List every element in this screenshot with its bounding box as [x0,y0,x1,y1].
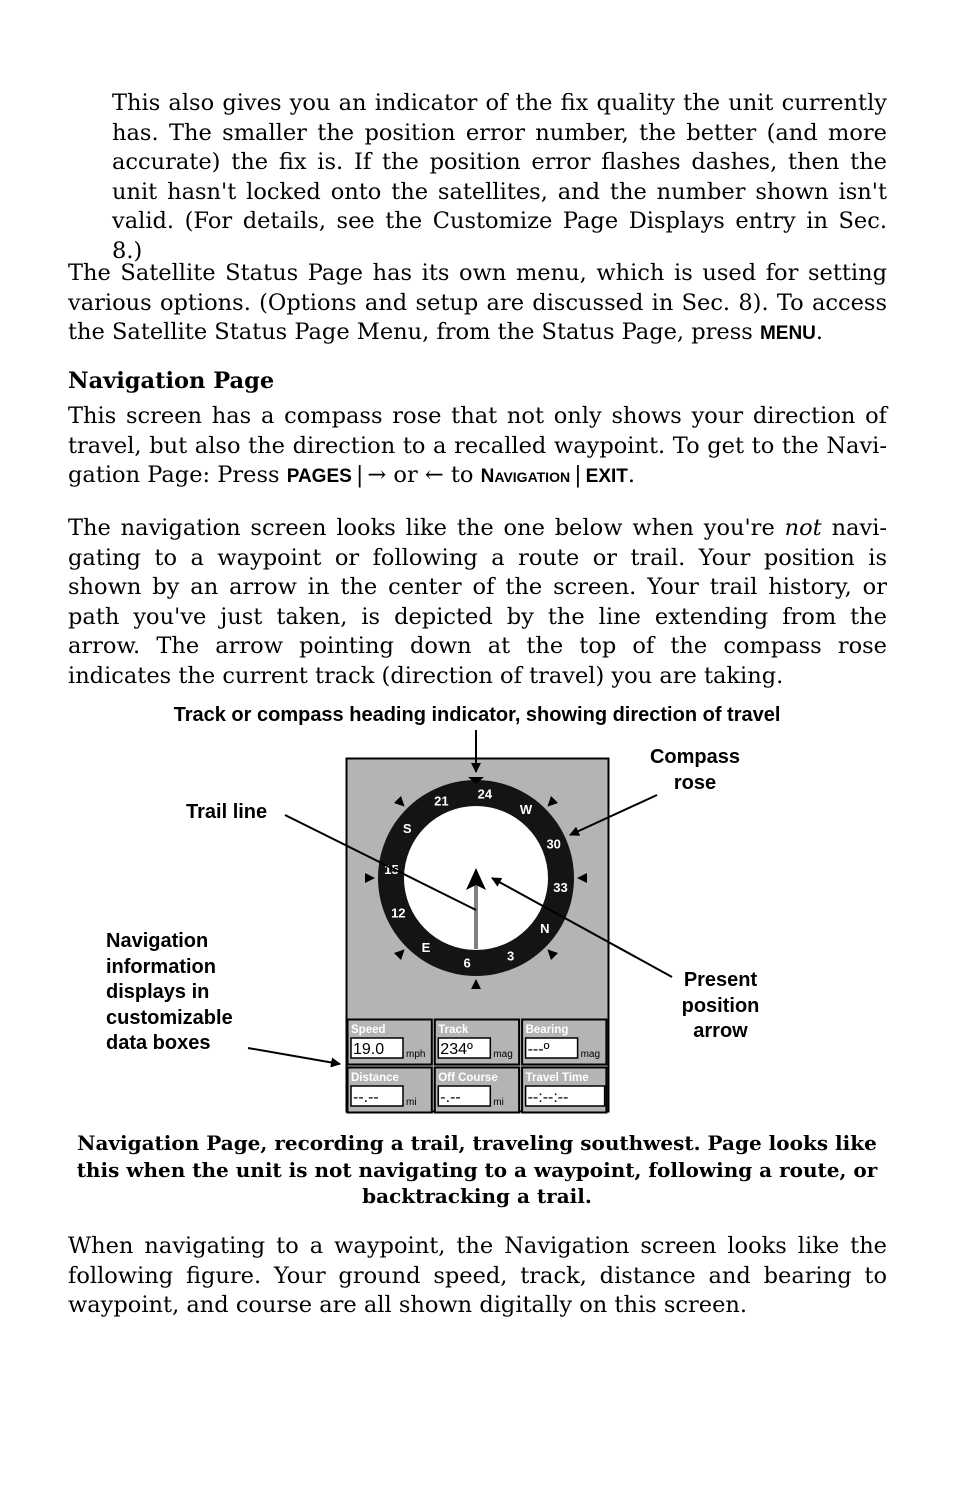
label-compass-rose: Compass rose [649,746,741,794]
data-box-value: 234º [440,1041,473,1058]
paragraph-text: This screen has a compass rose that not only shows your direction of travel, but also the direction to a recalled waypoint. To get to the Navigation Page: Press [68,403,887,489]
paragraph-end: . [627,462,636,489]
exit-key: EXIT [585,466,628,488]
data-box-unit: mi [493,1097,504,1108]
compass-label: 24 [477,786,493,802]
paragraph-navigation-screen [68,514,887,692]
label-present-position: Present position arrow [681,969,760,1042]
compass-label: 21 [434,793,449,809]
key-separator: | [355,462,364,489]
menu-key: MENU [759,323,816,345]
compass-label: 3 [506,948,515,964]
data-box-title: Travel Time [525,1072,589,1084]
data-box-unit: mi [406,1097,417,1108]
key-separator: | [574,462,582,489]
compass-label: 30 [546,836,561,852]
paragraph-text: The navigation screen looks like the one below when you're [68,515,785,541]
data-box-unit: mag [580,1049,601,1060]
or-text: or [386,462,425,489]
compass-label: W [519,802,533,818]
paragraph-compass-intro [68,402,887,493]
compass-label: 12 [391,905,406,921]
data-box-title: Off Course [438,1072,498,1084]
data-box [348,1020,432,1065]
compass-label: 15 [384,862,399,878]
navigation-key-rest: AVIGATION [494,469,571,486]
data-box-value: -.-- [440,1089,461,1106]
data-box-value: --.-- [353,1089,379,1106]
data-box-unit: mag [493,1049,513,1060]
data-box-value: --:--:-- [527,1089,569,1106]
emphasis-not: not [784,515,822,541]
data-box-title: Track [438,1024,469,1036]
figure-caption: Navigation Page, recording a trail, traveling southwest. Page looks like this when the unit is not navigating to a waypoint, following a route, or backtracking a trail. [76,1131,878,1208]
compass-label: E [421,939,431,955]
navigation-page-figure [0,720,954,1140]
data-box [435,1068,519,1113]
pages-key: PAGES [286,466,352,488]
data-box-value: ---º [527,1041,550,1058]
navigation-key [481,466,570,487]
data-box [348,1068,432,1113]
data-box-title: Distance [351,1072,399,1084]
paragraph-text: navigating to a waypoint or following a route or trail. Your position is shown by an arrow in the center of the screen. Your trail history, or path you've just taken, is depicted by the line extending from the arrow. The arrow pointing down at the top of the compass rose indicates the current track (direction of travel) you are taking. [68,515,887,689]
navigation-key-first: N [480,466,495,488]
compass-label: S [402,821,412,836]
paragraph-satellite-menu [68,259,887,349]
label-trail-line: Trail line [186,801,268,823]
data-box-title: Bearing [525,1024,569,1036]
label-track-indicator: Track or compass heading indicator, showing direction of travel [173,704,781,726]
compass-label: 6 [463,955,471,971]
compass-label: 33 [553,879,568,895]
paragraph-text: The Satellite Status Page has its own menu, which is used for setting various options. (Options and setup are discussed in Sec. 8). To access the Satellite Status Page Menu, from the Status Page, press [68,260,887,346]
to-text: to [443,462,481,489]
arrow-left-key: ← [424,462,444,489]
data-box [522,1020,606,1065]
data-box-value: 19.0 [353,1041,385,1058]
arrow-right-key: → [367,462,387,489]
label-nav-info: Navigation information displays in customizable data boxes [106,930,233,1054]
data-box [522,1068,606,1113]
compass-label: N [540,921,550,936]
section-heading: Navigation Page [68,368,275,394]
paragraph-fix-quality: This also gives you an indicator of the fix quality the unit currently has. The smaller the position error number, the better (and more accurate) the fix is. If the position error flashes dashes, then the unit hasn't locked onto the satellites, and the number shown isn't valid. (For details, see the Customize Page Displays entry in Sec. 8.) [112,90,887,264]
data-box-unit: mph [406,1049,426,1060]
data-box [435,1020,519,1065]
paragraph-waypoint-navigation: When navigating to a waypoint, the Navigation screen looks like the following figure. Your ground speed, track, distance and bearing to waypoint, and course are all shown digitally on this screen. [68,1233,887,1319]
paragraph-end: . [815,319,824,346]
data-box-title: Speed [351,1024,386,1036]
callout-data-boxes [248,1048,340,1064]
